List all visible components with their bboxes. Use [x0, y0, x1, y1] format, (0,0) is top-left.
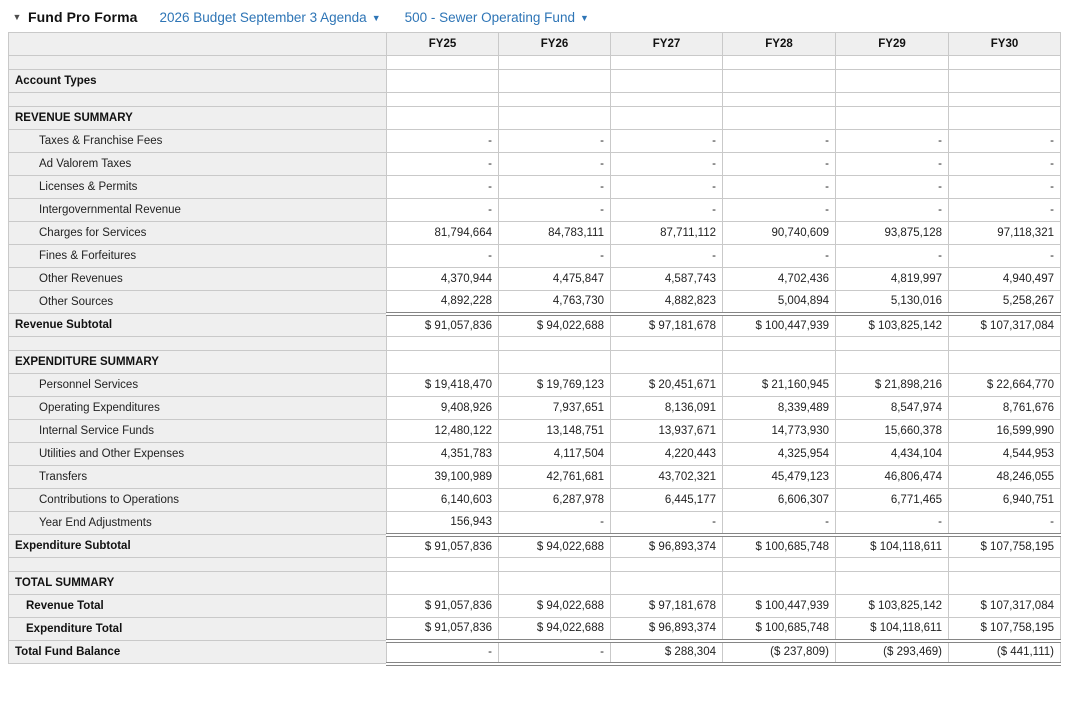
value-cell: 6,445,177	[611, 489, 723, 512]
table-row	[9, 558, 1061, 572]
fund-dropdown-label: 500 - Sewer Operating Fund	[404, 9, 575, 25]
table-row	[9, 374, 1061, 397]
value-cell: 6,287,978	[499, 489, 611, 512]
value-cell: -	[836, 512, 949, 535]
value-cell: -	[611, 199, 723, 222]
value-cell: $ 97,181,678	[611, 595, 723, 618]
value-cell	[723, 572, 836, 595]
value-cell: $ 97,181,678	[611, 314, 723, 337]
pro-forma-table	[8, 32, 1061, 666]
table-row	[9, 56, 1061, 70]
row-label: Account Types	[9, 70, 387, 93]
value-cell: 16,599,990	[949, 420, 1061, 443]
value-cell: $ 100,685,748	[723, 618, 836, 641]
row-label: Utilities and Other Expenses	[9, 443, 387, 466]
table-row	[9, 222, 1061, 245]
value-cell	[499, 558, 611, 572]
value-cell: -	[499, 176, 611, 199]
value-cell: -	[611, 245, 723, 268]
value-cell: 4,763,730	[499, 291, 611, 314]
value-cell: -	[836, 153, 949, 176]
value-cell	[387, 70, 499, 93]
value-cell	[387, 572, 499, 595]
value-cell	[611, 572, 723, 595]
column-header-fy: FY25	[387, 33, 499, 56]
row-label	[9, 93, 387, 107]
value-cell: 156,943	[387, 512, 499, 535]
row-label: TOTAL SUMMARY	[9, 572, 387, 595]
chevron-down-icon: ▼	[579, 12, 589, 23]
value-cell	[949, 70, 1061, 93]
value-cell: -	[387, 153, 499, 176]
value-cell: $ 103,825,142	[836, 314, 949, 337]
value-cell: -	[611, 176, 723, 199]
collapse-section-icon[interactable]: ▼	[12, 12, 22, 22]
value-cell	[836, 558, 949, 572]
table-row	[9, 443, 1061, 466]
value-cell: 4,325,954	[723, 443, 836, 466]
value-cell: 4,475,847	[499, 268, 611, 291]
table-row	[9, 466, 1061, 489]
value-cell: 4,702,436	[723, 268, 836, 291]
fund-dropdown[interactable]	[405, 10, 589, 25]
value-cell: $ 91,057,836	[387, 314, 499, 337]
row-label: Expenditure Subtotal	[9, 535, 387, 558]
value-cell	[949, 572, 1061, 595]
budget-dropdown-label: 2026 Budget September 3 Agenda	[159, 9, 367, 25]
table-row	[9, 397, 1061, 420]
table-row	[9, 351, 1061, 374]
value-cell	[499, 107, 611, 130]
column-header-fy: FY28	[723, 33, 836, 56]
value-cell: 93,875,128	[836, 222, 949, 245]
value-cell: -	[499, 641, 611, 664]
table-row	[9, 420, 1061, 443]
value-cell: 12,480,122	[387, 420, 499, 443]
value-cell: -	[499, 199, 611, 222]
value-cell	[387, 351, 499, 374]
table-row	[9, 93, 1061, 107]
row-label: Contributions to Operations	[9, 489, 387, 512]
value-cell: $ 19,418,470	[387, 374, 499, 397]
value-cell	[836, 56, 949, 70]
table-row	[9, 245, 1061, 268]
value-cell: 90,740,609	[723, 222, 836, 245]
row-label: REVENUE SUMMARY	[9, 107, 387, 130]
value-cell: $ 22,664,770	[949, 374, 1061, 397]
value-cell	[949, 351, 1061, 374]
value-cell	[387, 93, 499, 107]
value-cell: -	[836, 130, 949, 153]
table-row	[9, 199, 1061, 222]
value-cell: -	[387, 130, 499, 153]
value-cell	[723, 107, 836, 130]
value-cell	[611, 558, 723, 572]
table-row	[9, 130, 1061, 153]
value-cell: -	[949, 512, 1061, 535]
value-cell: 45,479,123	[723, 466, 836, 489]
value-cell: $ 94,022,688	[499, 314, 611, 337]
value-cell: -	[499, 153, 611, 176]
value-cell: $ 94,022,688	[499, 595, 611, 618]
value-cell: $ 96,893,374	[611, 618, 723, 641]
value-cell: -	[611, 130, 723, 153]
value-cell	[949, 337, 1061, 351]
value-cell: -	[949, 153, 1061, 176]
value-cell: -	[723, 199, 836, 222]
table-row	[9, 641, 1061, 664]
value-cell: -	[611, 153, 723, 176]
value-cell: $ 107,317,084	[949, 314, 1061, 337]
value-cell: 81,794,664	[387, 222, 499, 245]
value-cell	[499, 93, 611, 107]
value-cell: -	[499, 130, 611, 153]
value-cell: $ 94,022,688	[499, 618, 611, 641]
value-cell: $ 104,118,611	[836, 535, 949, 558]
column-header-fy: FY30	[949, 33, 1061, 56]
value-cell: 4,940,497	[949, 268, 1061, 291]
value-cell: -	[836, 176, 949, 199]
value-cell: 9,408,926	[387, 397, 499, 420]
value-cell	[499, 337, 611, 351]
value-cell: 5,004,894	[723, 291, 836, 314]
row-label-header	[9, 33, 387, 56]
row-label: Total Fund Balance	[9, 641, 387, 664]
value-cell	[387, 558, 499, 572]
table-row	[9, 70, 1061, 93]
value-cell: -	[949, 130, 1061, 153]
value-cell: $ 107,758,195	[949, 535, 1061, 558]
value-cell: ($ 441,111)	[949, 641, 1061, 664]
row-label: Transfers	[9, 466, 387, 489]
value-cell: -	[723, 130, 836, 153]
table-row	[9, 337, 1061, 351]
value-cell	[611, 56, 723, 70]
value-cell	[387, 56, 499, 70]
value-cell	[611, 337, 723, 351]
value-cell: $ 96,893,374	[611, 535, 723, 558]
value-cell: $ 21,160,945	[723, 374, 836, 397]
value-cell: $ 91,057,836	[387, 595, 499, 618]
value-cell: -	[723, 176, 836, 199]
table-row	[9, 572, 1061, 595]
value-cell: 6,606,307	[723, 489, 836, 512]
value-cell: 4,587,743	[611, 268, 723, 291]
value-cell: 4,117,504	[499, 443, 611, 466]
value-cell: -	[499, 512, 611, 535]
chevron-down-icon: ▼	[371, 12, 381, 23]
row-label: Other Revenues	[9, 268, 387, 291]
value-cell: 15,660,378	[836, 420, 949, 443]
row-label: Revenue Total	[9, 595, 387, 618]
value-cell	[949, 56, 1061, 70]
value-cell: -	[949, 176, 1061, 199]
value-cell: $ 107,317,084	[949, 595, 1061, 618]
value-cell: 6,940,751	[949, 489, 1061, 512]
value-cell: -	[387, 199, 499, 222]
table-row	[9, 314, 1061, 337]
row-label: Personnel Services	[9, 374, 387, 397]
value-cell	[723, 337, 836, 351]
value-cell: $ 100,685,748	[723, 535, 836, 558]
value-cell	[836, 70, 949, 93]
row-label: Licenses & Permits	[9, 176, 387, 199]
table-row	[9, 618, 1061, 641]
row-label: Charges for Services	[9, 222, 387, 245]
value-cell: -	[499, 245, 611, 268]
value-cell: -	[949, 199, 1061, 222]
value-cell	[499, 56, 611, 70]
value-cell: 13,937,671	[611, 420, 723, 443]
value-cell	[723, 56, 836, 70]
value-cell: 4,819,997	[836, 268, 949, 291]
value-cell: 13,148,751	[499, 420, 611, 443]
row-label: Internal Service Funds	[9, 420, 387, 443]
value-cell: 6,771,465	[836, 489, 949, 512]
value-cell: -	[611, 512, 723, 535]
value-cell: 4,370,944	[387, 268, 499, 291]
row-label: Revenue Subtotal	[9, 314, 387, 337]
row-label: Fines & Forfeitures	[9, 245, 387, 268]
value-cell	[611, 351, 723, 374]
value-cell	[949, 107, 1061, 130]
value-cell: $ 19,769,123	[499, 374, 611, 397]
column-header-fy: FY27	[611, 33, 723, 56]
row-label	[9, 558, 387, 572]
value-cell	[723, 70, 836, 93]
table-row	[9, 107, 1061, 130]
value-cell: 4,434,104	[836, 443, 949, 466]
value-cell: -	[387, 176, 499, 199]
value-cell: -	[723, 512, 836, 535]
row-label: EXPENDITURE SUMMARY	[9, 351, 387, 374]
value-cell: -	[723, 245, 836, 268]
value-cell: 87,711,112	[611, 222, 723, 245]
value-cell	[387, 107, 499, 130]
value-cell: $ 21,898,216	[836, 374, 949, 397]
value-cell: $ 91,057,836	[387, 618, 499, 641]
table-row	[9, 489, 1061, 512]
value-cell: ($ 237,809)	[723, 641, 836, 664]
value-cell	[836, 93, 949, 107]
value-cell	[949, 558, 1061, 572]
column-header-fy: FY26	[499, 33, 611, 56]
value-cell: -	[387, 641, 499, 664]
value-cell: $ 20,451,671	[611, 374, 723, 397]
value-cell: 4,220,443	[611, 443, 723, 466]
table-row	[9, 268, 1061, 291]
value-cell	[499, 70, 611, 93]
table-row	[9, 512, 1061, 535]
value-cell	[723, 351, 836, 374]
value-cell: 48,246,055	[949, 466, 1061, 489]
column-header-row	[9, 33, 1061, 56]
table-row	[9, 153, 1061, 176]
value-cell: 8,761,676	[949, 397, 1061, 420]
value-cell: -	[723, 153, 836, 176]
value-cell: 84,783,111	[499, 222, 611, 245]
row-label: Expenditure Total	[9, 618, 387, 641]
row-label: Taxes & Franchise Fees	[9, 130, 387, 153]
value-cell: $ 107,758,195	[949, 618, 1061, 641]
value-cell	[499, 351, 611, 374]
value-cell: 6,140,603	[387, 489, 499, 512]
value-cell: -	[949, 245, 1061, 268]
column-header-fy: FY29	[836, 33, 949, 56]
value-cell	[836, 572, 949, 595]
value-cell: -	[836, 199, 949, 222]
value-cell: 42,761,681	[499, 466, 611, 489]
toolbar	[0, 0, 1068, 32]
value-cell: $ 91,057,836	[387, 535, 499, 558]
value-cell: 7,937,651	[499, 397, 611, 420]
value-cell	[949, 93, 1061, 107]
value-cell: $ 288,304	[611, 641, 723, 664]
value-cell	[611, 70, 723, 93]
value-cell	[387, 337, 499, 351]
value-cell: 4,882,823	[611, 291, 723, 314]
value-cell	[836, 337, 949, 351]
value-cell: ($ 293,469)	[836, 641, 949, 664]
value-cell: 43,702,321	[611, 466, 723, 489]
value-cell: 46,806,474	[836, 466, 949, 489]
value-cell: $ 100,447,939	[723, 595, 836, 618]
value-cell: $ 94,022,688	[499, 535, 611, 558]
table-row	[9, 176, 1061, 199]
value-cell: -	[387, 245, 499, 268]
table-row	[9, 291, 1061, 314]
value-cell: -	[836, 245, 949, 268]
value-cell	[611, 107, 723, 130]
value-cell: 97,118,321	[949, 222, 1061, 245]
value-cell: 8,339,489	[723, 397, 836, 420]
value-cell: 4,892,228	[387, 291, 499, 314]
value-cell	[836, 351, 949, 374]
row-label: Operating Expenditures	[9, 397, 387, 420]
value-cell	[499, 572, 611, 595]
row-label: Intergovernmental Revenue	[9, 199, 387, 222]
table-row	[9, 595, 1061, 618]
row-label: Ad Valorem Taxes	[9, 153, 387, 176]
value-cell	[723, 558, 836, 572]
value-cell: $ 104,118,611	[836, 618, 949, 641]
table-body	[9, 56, 1061, 664]
budget-dropdown[interactable]	[160, 10, 381, 25]
page-title: Fund Pro Forma	[28, 9, 138, 25]
value-cell: 8,136,091	[611, 397, 723, 420]
value-cell	[723, 93, 836, 107]
row-label: Other Sources	[9, 291, 387, 314]
value-cell: 8,547,974	[836, 397, 949, 420]
row-label: Year End Adjustments	[9, 512, 387, 535]
value-cell: $ 100,447,939	[723, 314, 836, 337]
value-cell: 14,773,930	[723, 420, 836, 443]
value-cell: 4,351,783	[387, 443, 499, 466]
value-cell: 5,130,016	[836, 291, 949, 314]
value-cell	[611, 93, 723, 107]
value-cell: 39,100,989	[387, 466, 499, 489]
row-label	[9, 56, 387, 70]
value-cell: 5,258,267	[949, 291, 1061, 314]
value-cell: 4,544,953	[949, 443, 1061, 466]
value-cell	[836, 107, 949, 130]
row-label	[9, 337, 387, 351]
value-cell: $ 103,825,142	[836, 595, 949, 618]
table-row	[9, 535, 1061, 558]
